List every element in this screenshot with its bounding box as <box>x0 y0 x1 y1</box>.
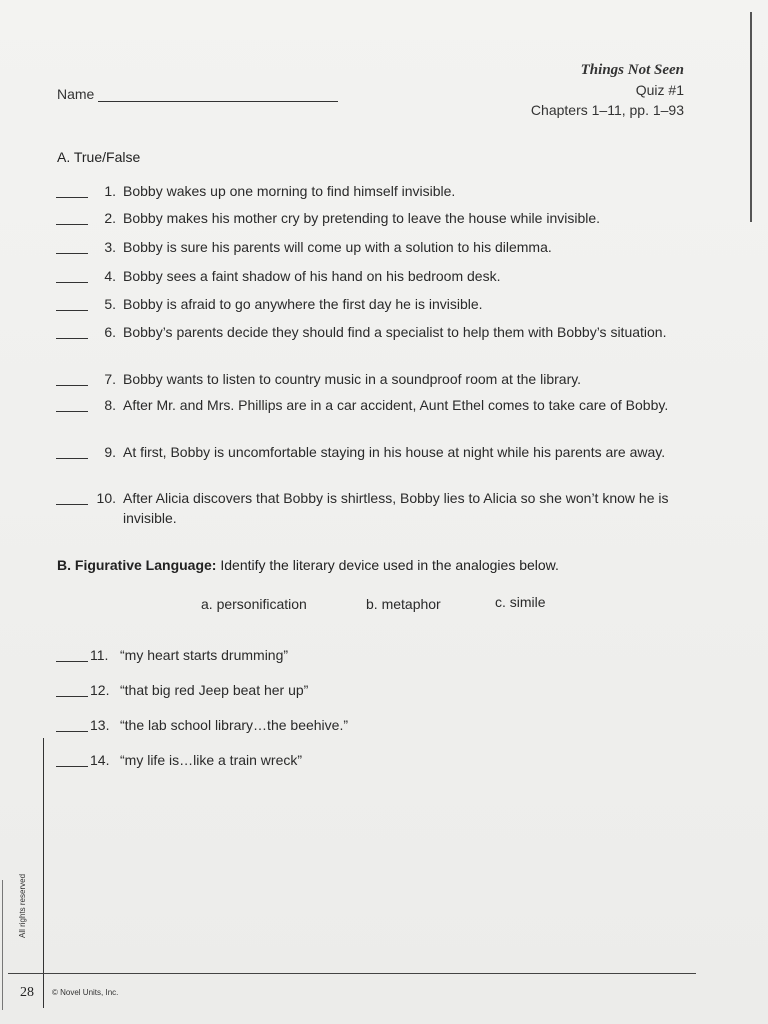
copyright: © Novel Units, Inc. <box>52 988 119 997</box>
answer-blank[interactable] <box>56 766 88 767</box>
question-text: “my heart starts drumming” <box>120 647 289 663</box>
question-number: 1. <box>104 183 116 199</box>
question-number: 13. <box>90 717 110 733</box>
choice-simile: c. simile <box>495 594 546 610</box>
question-number: 7. <box>104 371 116 387</box>
tf-question <box>56 208 696 237</box>
question-number: 12. <box>90 682 110 698</box>
section-b-instruction: Identify the literary device used in the analogies below. <box>216 557 559 573</box>
margin-rule <box>43 738 44 1008</box>
question-text: Bobby is afraid to go anywhere the first day he is invisible. <box>123 296 483 312</box>
question-text: “the lab school library…the beehive.” <box>120 717 349 733</box>
answer-blank[interactable] <box>56 458 88 459</box>
fig-question <box>56 645 696 680</box>
answer-blank[interactable] <box>56 338 88 339</box>
book-title: Things Not Seen <box>580 62 684 78</box>
answer-blank[interactable] <box>56 197 88 198</box>
tf-question <box>56 294 696 322</box>
question-text: Bobby is sure his parents will come up with a solution to his dilemma. <box>123 239 552 255</box>
answer-blank[interactable] <box>56 661 88 662</box>
figurative-language-list <box>56 645 696 785</box>
page-edge-line <box>750 12 752 222</box>
question-text: Bobby’s parents decide they should find a specialist to help them with Bobby’s situation. <box>123 324 667 340</box>
question-text: Bobby sees a faint shadow of his hand on his bedroom desk. <box>123 268 501 284</box>
answer-blank[interactable] <box>56 411 88 412</box>
answer-blank[interactable] <box>56 385 88 386</box>
quiz-number: Quiz #1 <box>635 82 684 98</box>
question-number: 3. <box>104 239 116 255</box>
question-number: 10. <box>96 490 116 506</box>
question-number: 6. <box>104 324 116 340</box>
question-text: Bobby makes his mother cry by pretending to leave the house while invisible. <box>123 210 601 226</box>
question-text: Bobby wants to listen to country music in a soundproof room at the library. <box>123 371 582 387</box>
answer-blank[interactable] <box>56 310 88 311</box>
choice-personification: a. personification <box>201 596 307 612</box>
answer-blank[interactable] <box>56 282 88 283</box>
section-a-title: A. True/False <box>57 149 141 165</box>
fig-question <box>56 680 696 715</box>
question-number: 8. <box>104 397 116 413</box>
answer-blank[interactable] <box>56 224 88 225</box>
page-number: 28 <box>20 985 34 1000</box>
tf-question <box>56 442 696 488</box>
section-b-label: B. Figurative Language: <box>57 557 217 573</box>
quiz-header <box>531 60 684 120</box>
question-number: 4. <box>104 268 116 284</box>
question-number: 2. <box>104 210 116 226</box>
question-text: At first, Bobby is uncomfortable staying in his house at night while his parents are away. <box>123 444 666 460</box>
tf-question <box>56 181 696 208</box>
question-text: “that big red Jeep beat her up” <box>120 682 309 698</box>
page-edge-rule <box>2 880 3 1010</box>
fig-question <box>56 715 696 750</box>
name-label: Name <box>57 86 95 102</box>
tf-question <box>56 369 696 395</box>
tf-question <box>56 266 696 294</box>
section-b-title <box>57 557 559 573</box>
answer-blank[interactable] <box>56 253 88 254</box>
choice-metaphor: b. metaphor <box>366 596 441 612</box>
question-number: 14. <box>90 752 110 768</box>
chapters-range: Chapters 1–11, pp. 1–93 <box>530 102 684 118</box>
name-blank-line[interactable] <box>98 89 338 102</box>
tf-question <box>56 237 696 266</box>
answer-blank[interactable] <box>56 696 88 697</box>
answer-blank[interactable] <box>56 731 88 732</box>
question-text: Bobby wakes up one morning to find himself invisible. <box>123 183 456 199</box>
question-number: 9. <box>104 444 116 460</box>
answer-blank[interactable] <box>56 504 88 505</box>
question-text: After Mr. and Mrs. Phillips are in a car accident, Aunt Ethel comes to take care of Bobby. <box>123 397 669 413</box>
tf-question <box>56 322 696 369</box>
question-text: “my life is…like a train wreck” <box>120 752 303 768</box>
tf-question <box>56 395 696 442</box>
footer-rule <box>8 973 696 974</box>
true-false-list <box>56 181 696 534</box>
name-field <box>57 86 338 102</box>
rights-reserved: All rights reserved <box>18 873 27 938</box>
fig-question <box>56 750 696 785</box>
tf-question <box>56 488 696 534</box>
question-text: After Alicia discovers that Bobby is shirtless, Bobby lies to Alicia so she won’t know he is invisible. <box>123 490 669 526</box>
question-number: 11. <box>90 647 109 663</box>
question-number: 5. <box>104 296 116 312</box>
